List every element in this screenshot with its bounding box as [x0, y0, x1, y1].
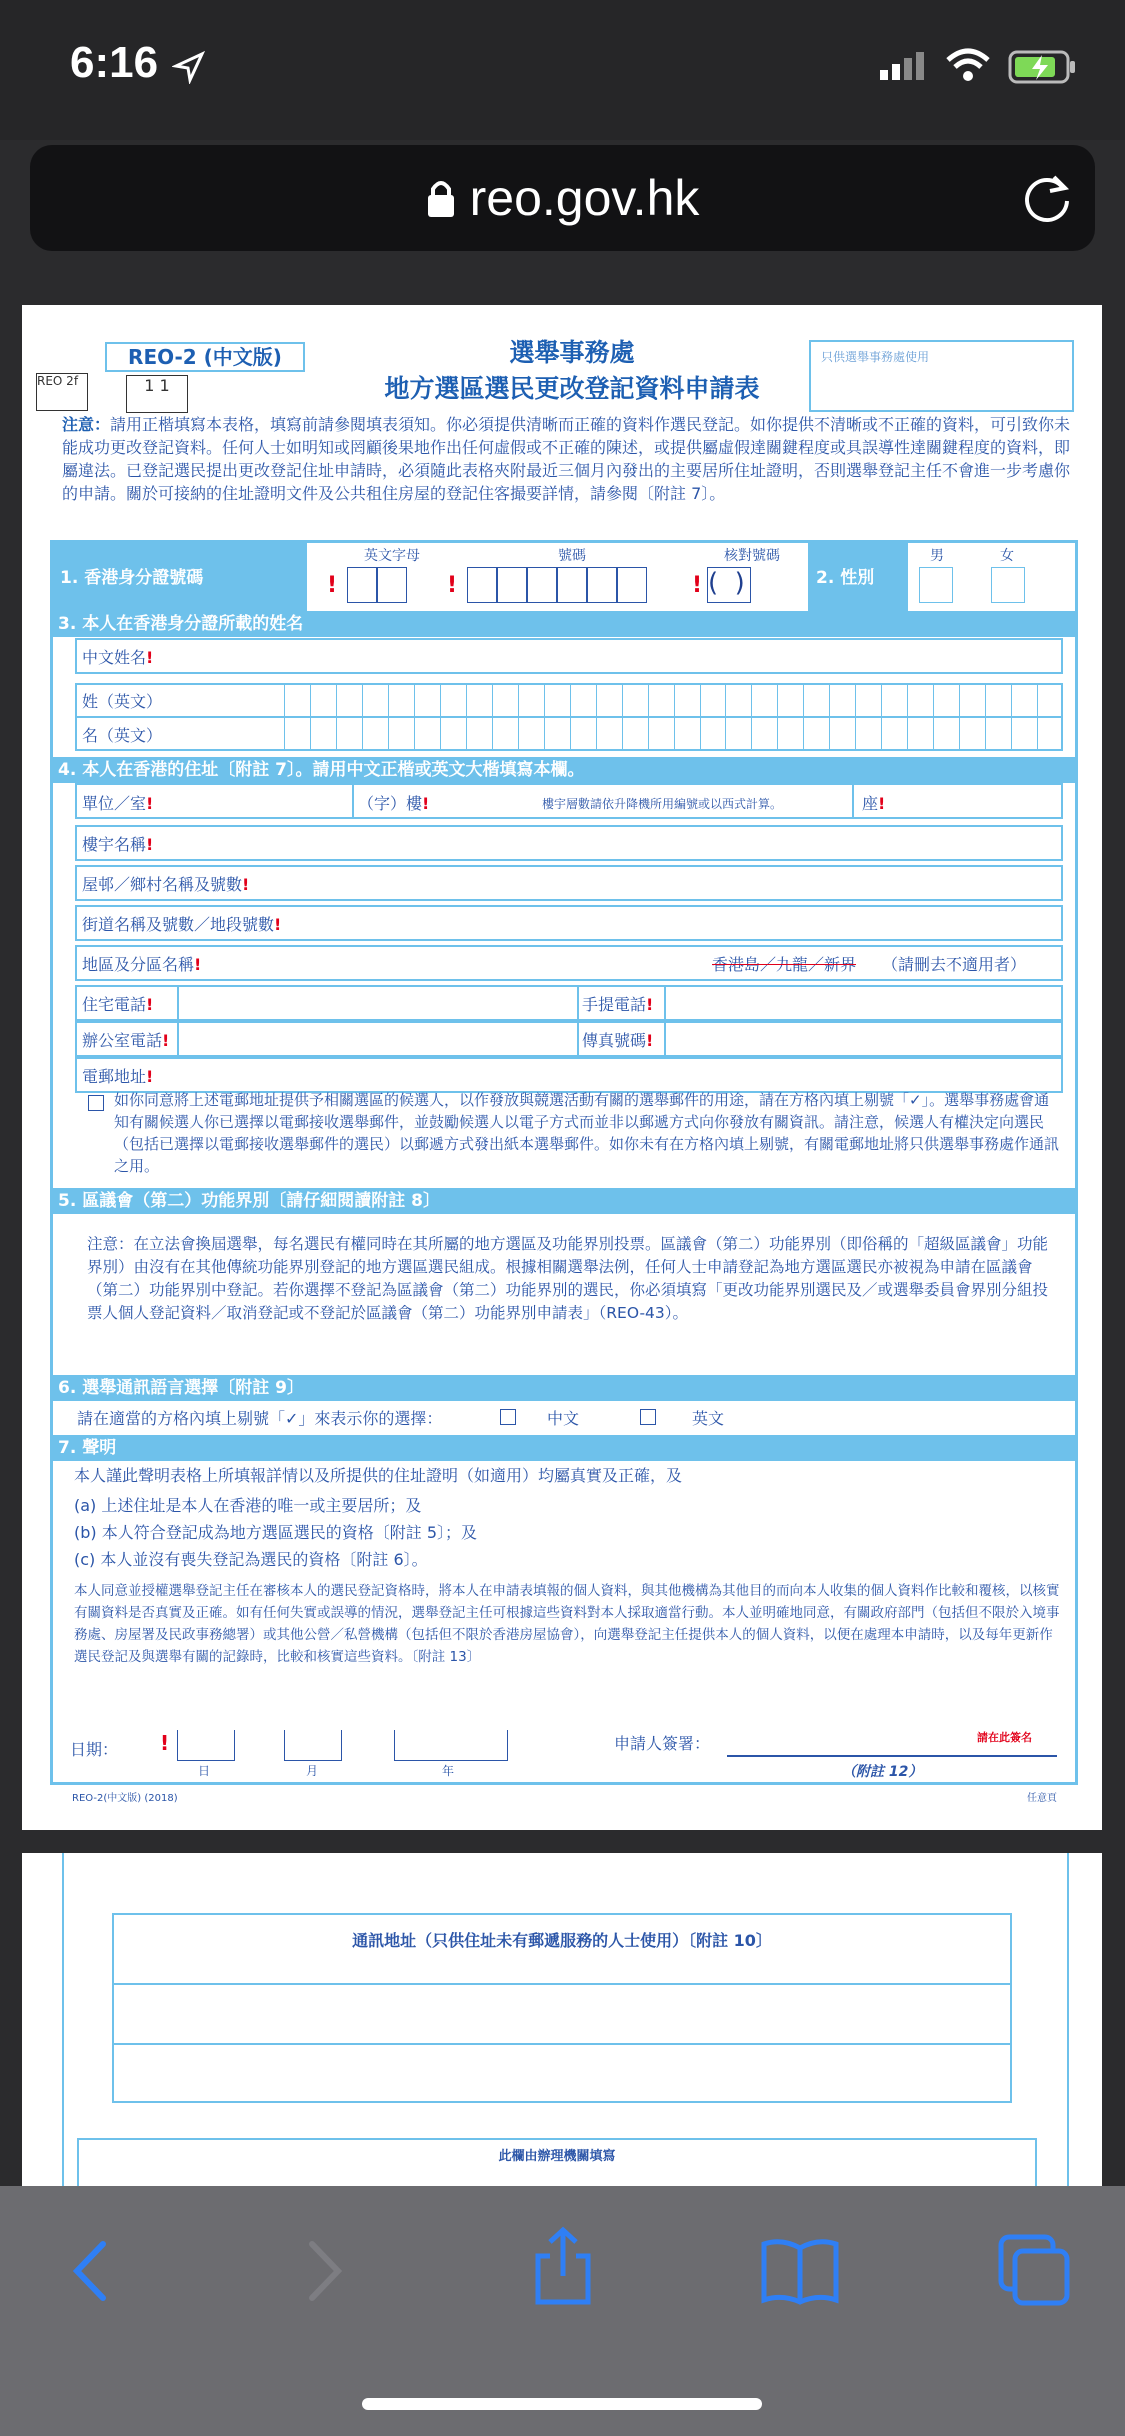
street-label: 街道名稱及號數／地段號數! — [82, 915, 282, 934]
forward-icon[interactable] — [300, 2236, 350, 2306]
id-alpha-1[interactable] — [347, 567, 377, 603]
url-text — [30, 145, 1095, 251]
location-arrow-icon — [172, 50, 206, 84]
form-code: REO-2 (中文版) — [105, 342, 305, 372]
block-label: 座! — [862, 794, 886, 813]
declaration-a: (a) 上述住址是本人在香港的唯一或主要居所；及 — [74, 1496, 422, 1515]
declaration-b: (b) 本人符合登記成為地方選區選民的資格〔附註 5〕；及 — [74, 1523, 477, 1542]
english-checkbox[interactable] — [640, 1409, 656, 1425]
alpha-label: 英文字母 — [364, 548, 420, 564]
form-title: 選舉事務處 — [509, 338, 635, 367]
form-subtitle: 地方選區選民更改登記資料申請表 — [384, 374, 760, 403]
date-day-field[interactable] — [177, 1730, 235, 1761]
lock-icon — [426, 149, 456, 255]
status-time: 6:16 — [70, 38, 159, 87]
stamp-number: 1 1 — [126, 375, 188, 413]
section-5-heading: 5. 區議會（第二）功能界別〔請仔細閱讀附註 8〕 — [52, 1188, 1076, 1214]
bookmarks-icon[interactable] — [760, 2236, 840, 2306]
form-footer-code: REO-2(中文版) (2018) — [72, 1793, 178, 1804]
name-letter-boxes[interactable] — [284, 685, 1063, 749]
english-option: 英文 — [692, 1409, 725, 1428]
home-tel-label: 住宅電話! — [82, 995, 154, 1014]
address-bar[interactable] — [30, 145, 1095, 251]
chinese-option: 中文 — [547, 1409, 580, 1428]
phone-row-2[interactable] — [75, 1021, 1063, 1057]
region-options[interactable]: 香港島／九龍／新界 — [712, 955, 857, 974]
section-4-heading: 4. 本人在香港的住址〔附註 7〕。請用中文正楷或英文大楷填寫本欄。 — [52, 757, 1076, 783]
form-page-2 — [22, 1853, 1102, 2193]
office-tel-label: 辦公室電話! — [82, 1031, 170, 1050]
email-field[interactable] — [75, 1057, 1063, 1093]
id-check-digit[interactable]: ( ) — [707, 567, 751, 603]
check-digit-label: 核對號碼 — [724, 548, 780, 564]
mobile-label: 手提電話! — [582, 995, 654, 1014]
floor-note: 樓宇層數請依升降機所用編號或以西式計算。 — [542, 797, 783, 811]
fax-label: 傳真號碼! — [582, 1031, 654, 1050]
language-instruction: 請在適當的方格內填上剔號「✓」來表示你的選擇： — [77, 1409, 443, 1428]
male-label: 男 — [930, 548, 944, 564]
divider — [852, 783, 854, 819]
cellular-signal-icon — [880, 50, 930, 82]
office-use-box: 只供選舉事務處使用 — [809, 340, 1074, 412]
signature-note: （附註 12） — [842, 1764, 923, 1780]
section-7-heading: 7. 聲明 — [52, 1435, 1076, 1461]
date-year-field[interactable] — [394, 1730, 508, 1761]
declaration-consent: 本人同意並授權選舉登記主任在審核本人的選民登記資格時，將本人在申請表填報的個人資料，與其他機構為其他目的而向本人收集的個人資料作比較和覆核，以核實有關資料是否真實及正確。如有任何失實或誤導的情況，選舉登記主任可根據這些資料對本人採取適當行動。本人並明確地同意，有關政府部門（包括但不限於入境事務處、房屋署及民政事務總署）或其他公營／私營機構（包括但不限於香港房屋協會），向選舉登記主任提供本人的個人資料，以便在處理本申請時，以及每年更新作選民登記及與選舉有關的記錄時，比較和核實這些資料。〔附註 13〕 — [74, 1583, 1060, 1665]
form-footer-right: 任意頁 — [1027, 1793, 1057, 1804]
signature-label: 申請人簽署： — [614, 1734, 711, 1753]
building-label: 樓宇名稱! — [82, 835, 154, 854]
required-mark: ! — [447, 573, 458, 598]
number-label: 號碼 — [558, 548, 586, 564]
form-page-1 — [22, 305, 1102, 1830]
share-icon[interactable] — [528, 2226, 598, 2306]
chinese-name-label: 中文姓名! — [82, 648, 154, 667]
flat-label: 單位／室! — [82, 794, 154, 813]
chinese-checkbox[interactable] — [500, 1409, 516, 1425]
section-6-heading: 6. 選舉通訊語言選擇〔附註 9〕 — [52, 1375, 1076, 1401]
notice-label: 注意： — [62, 415, 111, 434]
stamp-code: REO 2f — [36, 373, 88, 411]
divider — [112, 2043, 1012, 2045]
url-label: reo.gov.hk — [469, 170, 700, 226]
divider — [112, 1983, 1012, 1985]
required-mark: ! — [160, 1731, 170, 1755]
year-label: 年 — [442, 1764, 455, 1778]
month-label: 月 — [306, 1764, 319, 1778]
id-number-label: 1. 香港身分證號碼 — [52, 542, 307, 614]
chinese-name-field[interactable] — [75, 638, 1063, 674]
page-margin-line — [1067, 1853, 1069, 2193]
female-checkbox[interactable] — [991, 567, 1025, 603]
section-3-heading: 3. 本人在香港身分證所載的姓名 — [52, 611, 1076, 637]
phone-row-1[interactable] — [75, 985, 1063, 1021]
battery-icon — [1008, 50, 1078, 84]
sex-label: 2. 性別 — [808, 542, 908, 614]
estate-label: 屋邨／鄉村名稱及號數! — [82, 875, 250, 894]
date-month-field[interactable] — [284, 1730, 342, 1761]
given-name-label: 名（英文） — [82, 726, 163, 745]
required-mark: ! — [692, 573, 703, 598]
section-5-note: 注意：在立法會換屆選舉，每名選民有權同時在其所屬的地方選區及功能界別投票。區議會（第二）功能界別（即俗稱的「超級區議會」功能界別）由沒有在其他傳統功能界別登記的地方選區選民組成。根據相關選舉法例，任何人士申請登記為地方選區選民亦被視為申請在區議會（第二）功能界別中登記。若你選擇不登記為區議會（第二）功能界別的選民，你必須填寫「更改功能界別選民及／或選舉委員會界別分組投票人個人登記資料／取消登記或不登記於區議會（第二）功能界別申請表」（REO-43）。 — [87, 1235, 1049, 1322]
wifi-icon — [946, 48, 990, 82]
email-consent-text: 如你同意將上述電郵地址提供予相關選區的候選人，以作發放與競選活動有關的選舉郵件的用途，請在方格內填上剔號「✓」。選舉事務處會通知有關候選人你已選擇以電郵接收選舉郵件，並鼓勵候選人以電子方式而並非以郵遞方式向你發放有關資訊。請注意，候選人有權決定向選民（包括已選擇以電郵接收選舉郵件的選民）以郵遞方式發出紙本選舉郵件。如你未有在方格內填上剔號，有關電郵地址將只供選舉事務處作通訊之用。 — [114, 1091, 1060, 1175]
back-icon[interactable] — [65, 2236, 115, 2306]
district-label: 地區及分區名稱! — [82, 955, 202, 974]
male-checkbox[interactable] — [919, 567, 953, 603]
home-indicator[interactable] — [362, 2398, 762, 2410]
office-use-title: 此欄由辦理機關填寫 — [498, 2149, 616, 2164]
status-bar — [0, 0, 1125, 140]
mailing-address-title: 通訊地址（只供住址未有郵遞服務的人士使用）〔附註 10〕 — [352, 1931, 772, 1950]
notice-text: 請用正楷填寫本表格，填寫前請參閱填表須知。你必須提供清晰而正確的資料作選民登記。如你提供不清晰或不正確的資料，可引致你未能成功更改登記資料。任何人士如明知或罔顧後果地作出任何虛假或不正確的陳述，或提供屬虛假達關鍵程度或具誤導性達關鍵程度的資料，即屬違法。已登記選民提出更改登記住址申請時，必須隨此表格夾附最近三個月內發出的主要居所住址證明，否則選舉登記主任不會進一步考慮你的申請。關於可接納的住址證明文件及公共租住房屋的登記住客撮要詳情，請參閱〔附註 7〕。 — [62, 415, 1071, 503]
email-consent-checkbox[interactable] — [88, 1095, 104, 1111]
id-digits[interactable] — [467, 567, 647, 603]
signature-line[interactable] — [727, 1755, 1057, 1757]
date-label: 日期： — [70, 1740, 119, 1759]
page-margin-line — [62, 1853, 64, 2193]
declaration-intro: 本人謹此聲明表格上所填報詳情以及所提供的住址證明（如適用）均屬真實及正確，及 — [74, 1466, 683, 1485]
building-field[interactable] — [75, 825, 1063, 861]
tabs-icon[interactable] — [995, 2231, 1075, 2311]
reload-icon[interactable] — [1020, 169, 1076, 227]
declaration-c: (c) 本人並沒有喪失登記為選民的資格〔附註 6〕。 — [74, 1550, 428, 1569]
day-label: 日 — [198, 1764, 211, 1778]
sign-here-label: 請在此簽名 — [977, 1731, 1032, 1744]
floor-label: （字）樓! — [358, 794, 430, 813]
female-label: 女 — [1000, 548, 1014, 564]
region-note: （請刪去不適用者） — [882, 955, 1027, 974]
surname-label: 姓（英文） — [82, 692, 163, 711]
divider — [352, 783, 354, 819]
required-mark: ! — [327, 573, 338, 598]
id-alpha-2[interactable] — [377, 567, 407, 603]
email-label: 電郵地址! — [82, 1067, 154, 1086]
